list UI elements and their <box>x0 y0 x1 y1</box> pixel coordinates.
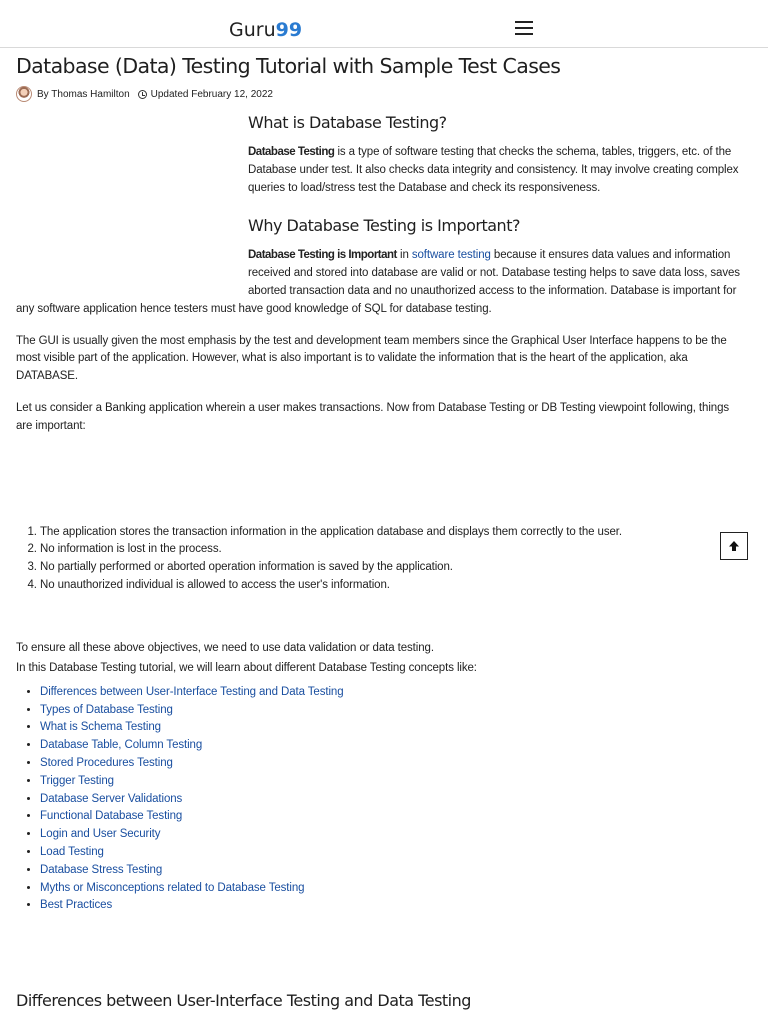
tutorial-line: In this Database Testing tutorial, we will learn about different Database Testing concepts like: <box>16 661 477 674</box>
why-text: because it ensures data values and information received and stored into database are valid or not. Database testing helps to save data loss, saves aborted transaction data and no unauthorized access to the information. Database is important for any software application hence testers must have good knowledge of SQL for database testing. <box>16 249 740 315</box>
scroll-to-top-button[interactable] <box>720 532 748 560</box>
why-in: in <box>396 249 412 262</box>
ad-gap <box>16 450 744 524</box>
article-content <box>16 108 744 915</box>
logo-number: 99 <box>275 19 303 41</box>
topic-link[interactable]: Load Testing <box>40 845 104 858</box>
list-item <box>40 791 744 809</box>
banking-paragraph: Let us consider a Banking application wherein a user makes transactions. Now from Database Testing or DB Testing viewpoint following, things are important: <box>16 401 730 432</box>
site-header <box>0 0 768 48</box>
topic-link[interactable]: Best Practices <box>40 899 113 912</box>
what-term: Database Testing <box>248 146 335 158</box>
topic-link[interactable]: What is Schema Testing <box>40 721 161 734</box>
list-item <box>40 684 744 702</box>
arrow-up-icon <box>728 540 740 552</box>
hamburger-menu-icon[interactable] <box>515 21 533 37</box>
heading-what-is-database-testing: What is Database Testing? <box>248 113 447 132</box>
topic-link[interactable]: Differences between User-Interface Testing and Data Testing <box>40 685 344 698</box>
byline <box>16 86 273 102</box>
heading-why-important: Why Database Testing is Important? <box>248 216 520 236</box>
what-text: is a type of software testing that checks the schema, tables, triggers, etc. of the Database under test. It also checks data integrity and consistency. It may involve creating complex queries to load/stress test the Database and check its responsiveness. <box>248 146 739 194</box>
list-item: 1. The application stores the transaction information in the application database and displays them correctly to the user. <box>40 524 744 542</box>
list-item <box>40 844 744 862</box>
list-item: 4. No unauthorized individual is allowed to access the user's information. <box>40 577 744 595</box>
list-item <box>40 880 744 898</box>
heading-ui-vs-data-testing: Differences between User-Interface Testing and Data Testing <box>16 991 471 1010</box>
logo-text: Guru <box>229 19 276 41</box>
clock-icon <box>138 90 147 99</box>
updated-date: Updated February 12, 2022 <box>150 88 273 100</box>
topic-link[interactable]: Stored Procedures Testing <box>40 756 173 769</box>
gui-paragraph: The GUI is usually given the most emphasis by the test and development team members since the Graphical User Interface happens to be the most visible part of the application. However, what is also important is to validate the information that is the heart of the application, aka DATABASE. <box>16 334 727 383</box>
topic-link[interactable]: Types of Database Testing <box>40 703 173 716</box>
list-item <box>40 773 744 791</box>
list-item <box>40 826 744 844</box>
topics-list <box>40 684 744 915</box>
page-title: Database (Data) Testing Tutorial with Sample Test Cases <box>16 54 561 78</box>
ad-space <box>16 108 248 293</box>
list-item <box>40 702 744 720</box>
list-item: 2. No information is lost in the process. <box>40 541 744 559</box>
why-term: Database Testing is Important <box>248 249 397 262</box>
topic-link[interactable]: Login and User Security <box>40 828 161 841</box>
topic-link[interactable]: Functional Database Testing <box>40 810 183 823</box>
site-logo[interactable] <box>229 18 302 42</box>
list-item <box>40 862 744 880</box>
list-item <box>40 755 744 773</box>
author-name[interactable]: By Thomas Hamilton <box>37 88 130 100</box>
topic-link[interactable]: Database Table, Column Testing <box>40 739 203 752</box>
list-item <box>40 808 744 826</box>
topic-link[interactable]: Trigger Testing <box>40 774 114 787</box>
author-avatar <box>16 86 32 102</box>
topic-link[interactable]: Database Stress Testing <box>40 863 163 876</box>
objectives-list <box>40 524 744 595</box>
topic-link[interactable]: Database Server Validations <box>40 792 183 805</box>
list-item: 3. No partially performed or aborted operation information is saved by the application. <box>40 559 744 577</box>
list-item <box>40 897 744 915</box>
ensure-line: To ensure all these above objectives, we need to use data validation or data testing. <box>16 641 434 654</box>
list-item <box>40 719 744 737</box>
list-item <box>40 737 744 755</box>
software-testing-link[interactable]: software testing <box>411 249 491 262</box>
topic-link[interactable]: Myths or Misconceptions related to Database Testing <box>40 881 305 894</box>
